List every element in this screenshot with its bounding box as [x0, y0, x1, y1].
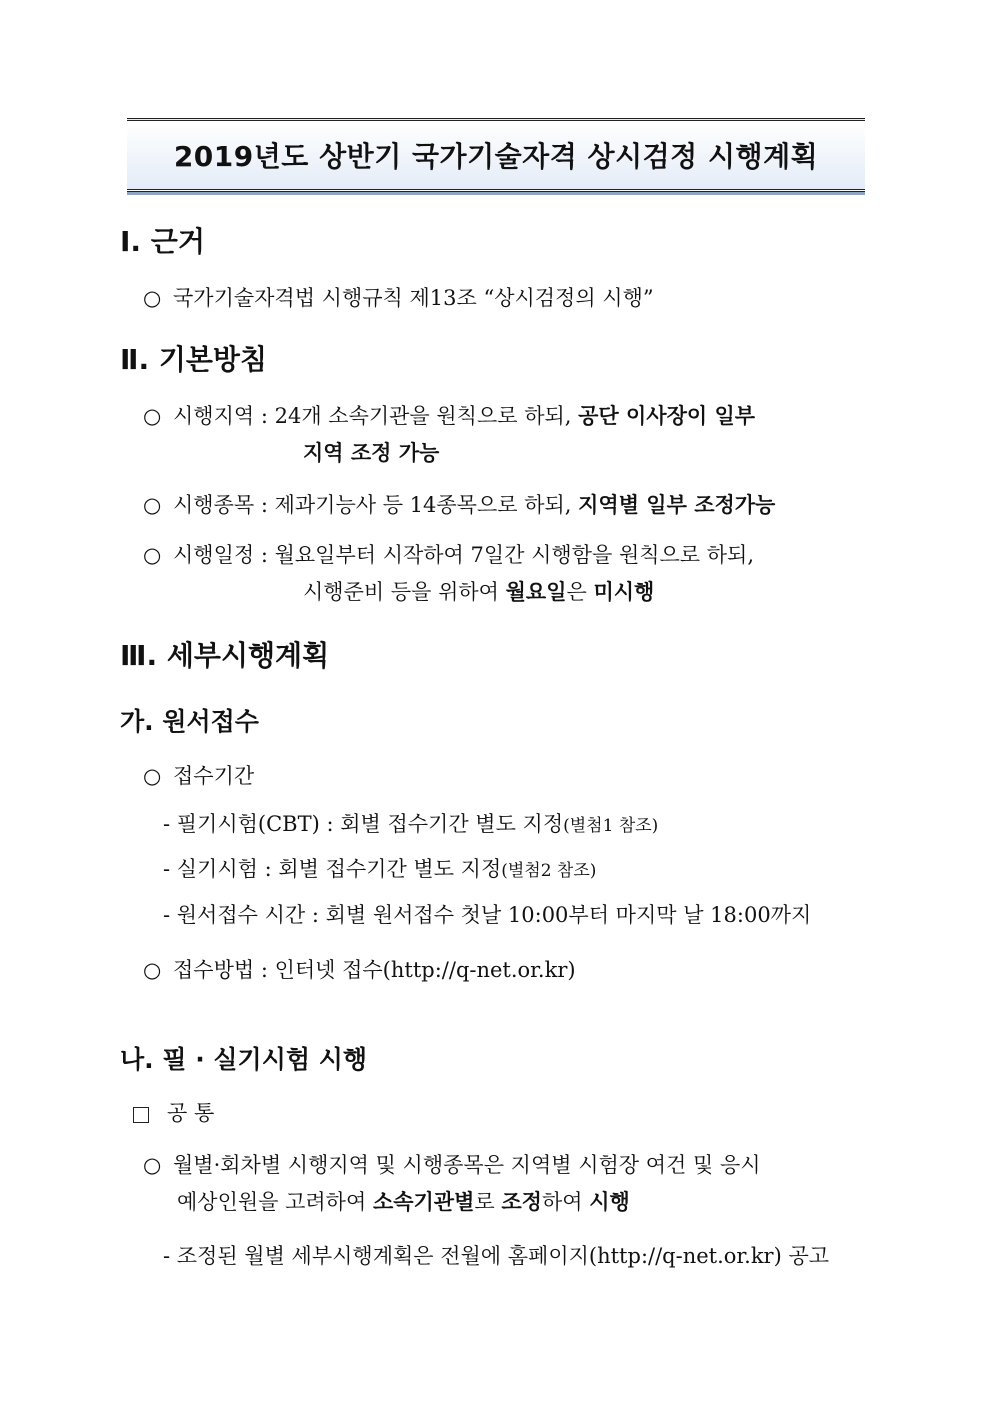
ga-dash-3: - 원서접수 시간 : 회별 원서접수 첫날 10:00부터 마지막 날 18:00까지: [163, 903, 812, 927]
bullet-circle-icon: ○: [143, 543, 162, 567]
s2-item-c: ○ 시행일정 : 월요일부터 시작하여 7일간 시행함을 원칙으로 하되,: [143, 543, 755, 567]
s2-item-a-cont: 지역 조정 가능: [303, 440, 440, 465]
section-1-heading: Ⅰ. 근거: [120, 225, 205, 258]
na-item-cont: 예상인원을 고려하여 소속기관별로 조정하여 시행: [177, 1189, 630, 1214]
ga-method: ○ 접수방법 : 인터넷 접수(http://q-net.or.kr): [143, 958, 576, 982]
subsection-ga-heading: 가. 원서접수: [120, 707, 259, 736]
section-2-heading: Ⅱ. 기본방침: [120, 343, 268, 376]
ga-dash-2: - 실기시험 : 회별 접수기간 별도 지정(별첨2 참조): [163, 857, 597, 881]
s2-item-c-cont: 시행준비 등을 위하여 월요일은 미시행: [303, 579, 655, 604]
page-title: 2019년도 상반기 국가기술자격 상시검정 시행계획: [173, 140, 819, 173]
na-common: 공 통: [133, 1097, 214, 1127]
bullet-circle-icon: ○: [143, 493, 162, 517]
na-dash: - 조정된 월별 세부시행계획은 전월에 홈페이지(http://q-net.or.kr) 공고: [163, 1244, 830, 1268]
bullet-circle-icon: ○: [143, 1153, 162, 1177]
bullet-circle-icon: ○: [143, 286, 162, 310]
na-item: ○ 월별·회차별 시행지역 및 시행종목은 지역별 시험장 여건 및 응시: [143, 1153, 761, 1177]
s2-item-b: ○ 시행종목 : 제과기능사 등 14종목으로 하되, 지역별 일부 조정가능: [143, 492, 776, 517]
bullet-circle-icon: ○: [143, 404, 162, 428]
s1-item: ○ 국가기술자격법 시행규칙 제13조 “상시검정의 시행”: [143, 286, 654, 310]
subsection-na-heading: 나. 필 · 실기시험 시행: [120, 1045, 368, 1074]
title-box: [127, 118, 865, 192]
bullet-circle-icon: ○: [143, 764, 162, 788]
ga-dash-1: - 필기시험(CBT) : 회별 접수기간 별도 지정(별첨1 참조): [163, 812, 659, 836]
ga-period: ○ 접수기간: [143, 764, 255, 788]
square-bullet-icon: [133, 1107, 149, 1123]
section-3-heading: Ⅲ. 세부시행계획: [120, 639, 330, 672]
s2-item-a: ○ 시행지역 : 24개 소속기관을 원칙으로 하되, 공단 이사장이 일부: [143, 403, 756, 428]
bullet-circle-icon: ○: [143, 958, 162, 982]
